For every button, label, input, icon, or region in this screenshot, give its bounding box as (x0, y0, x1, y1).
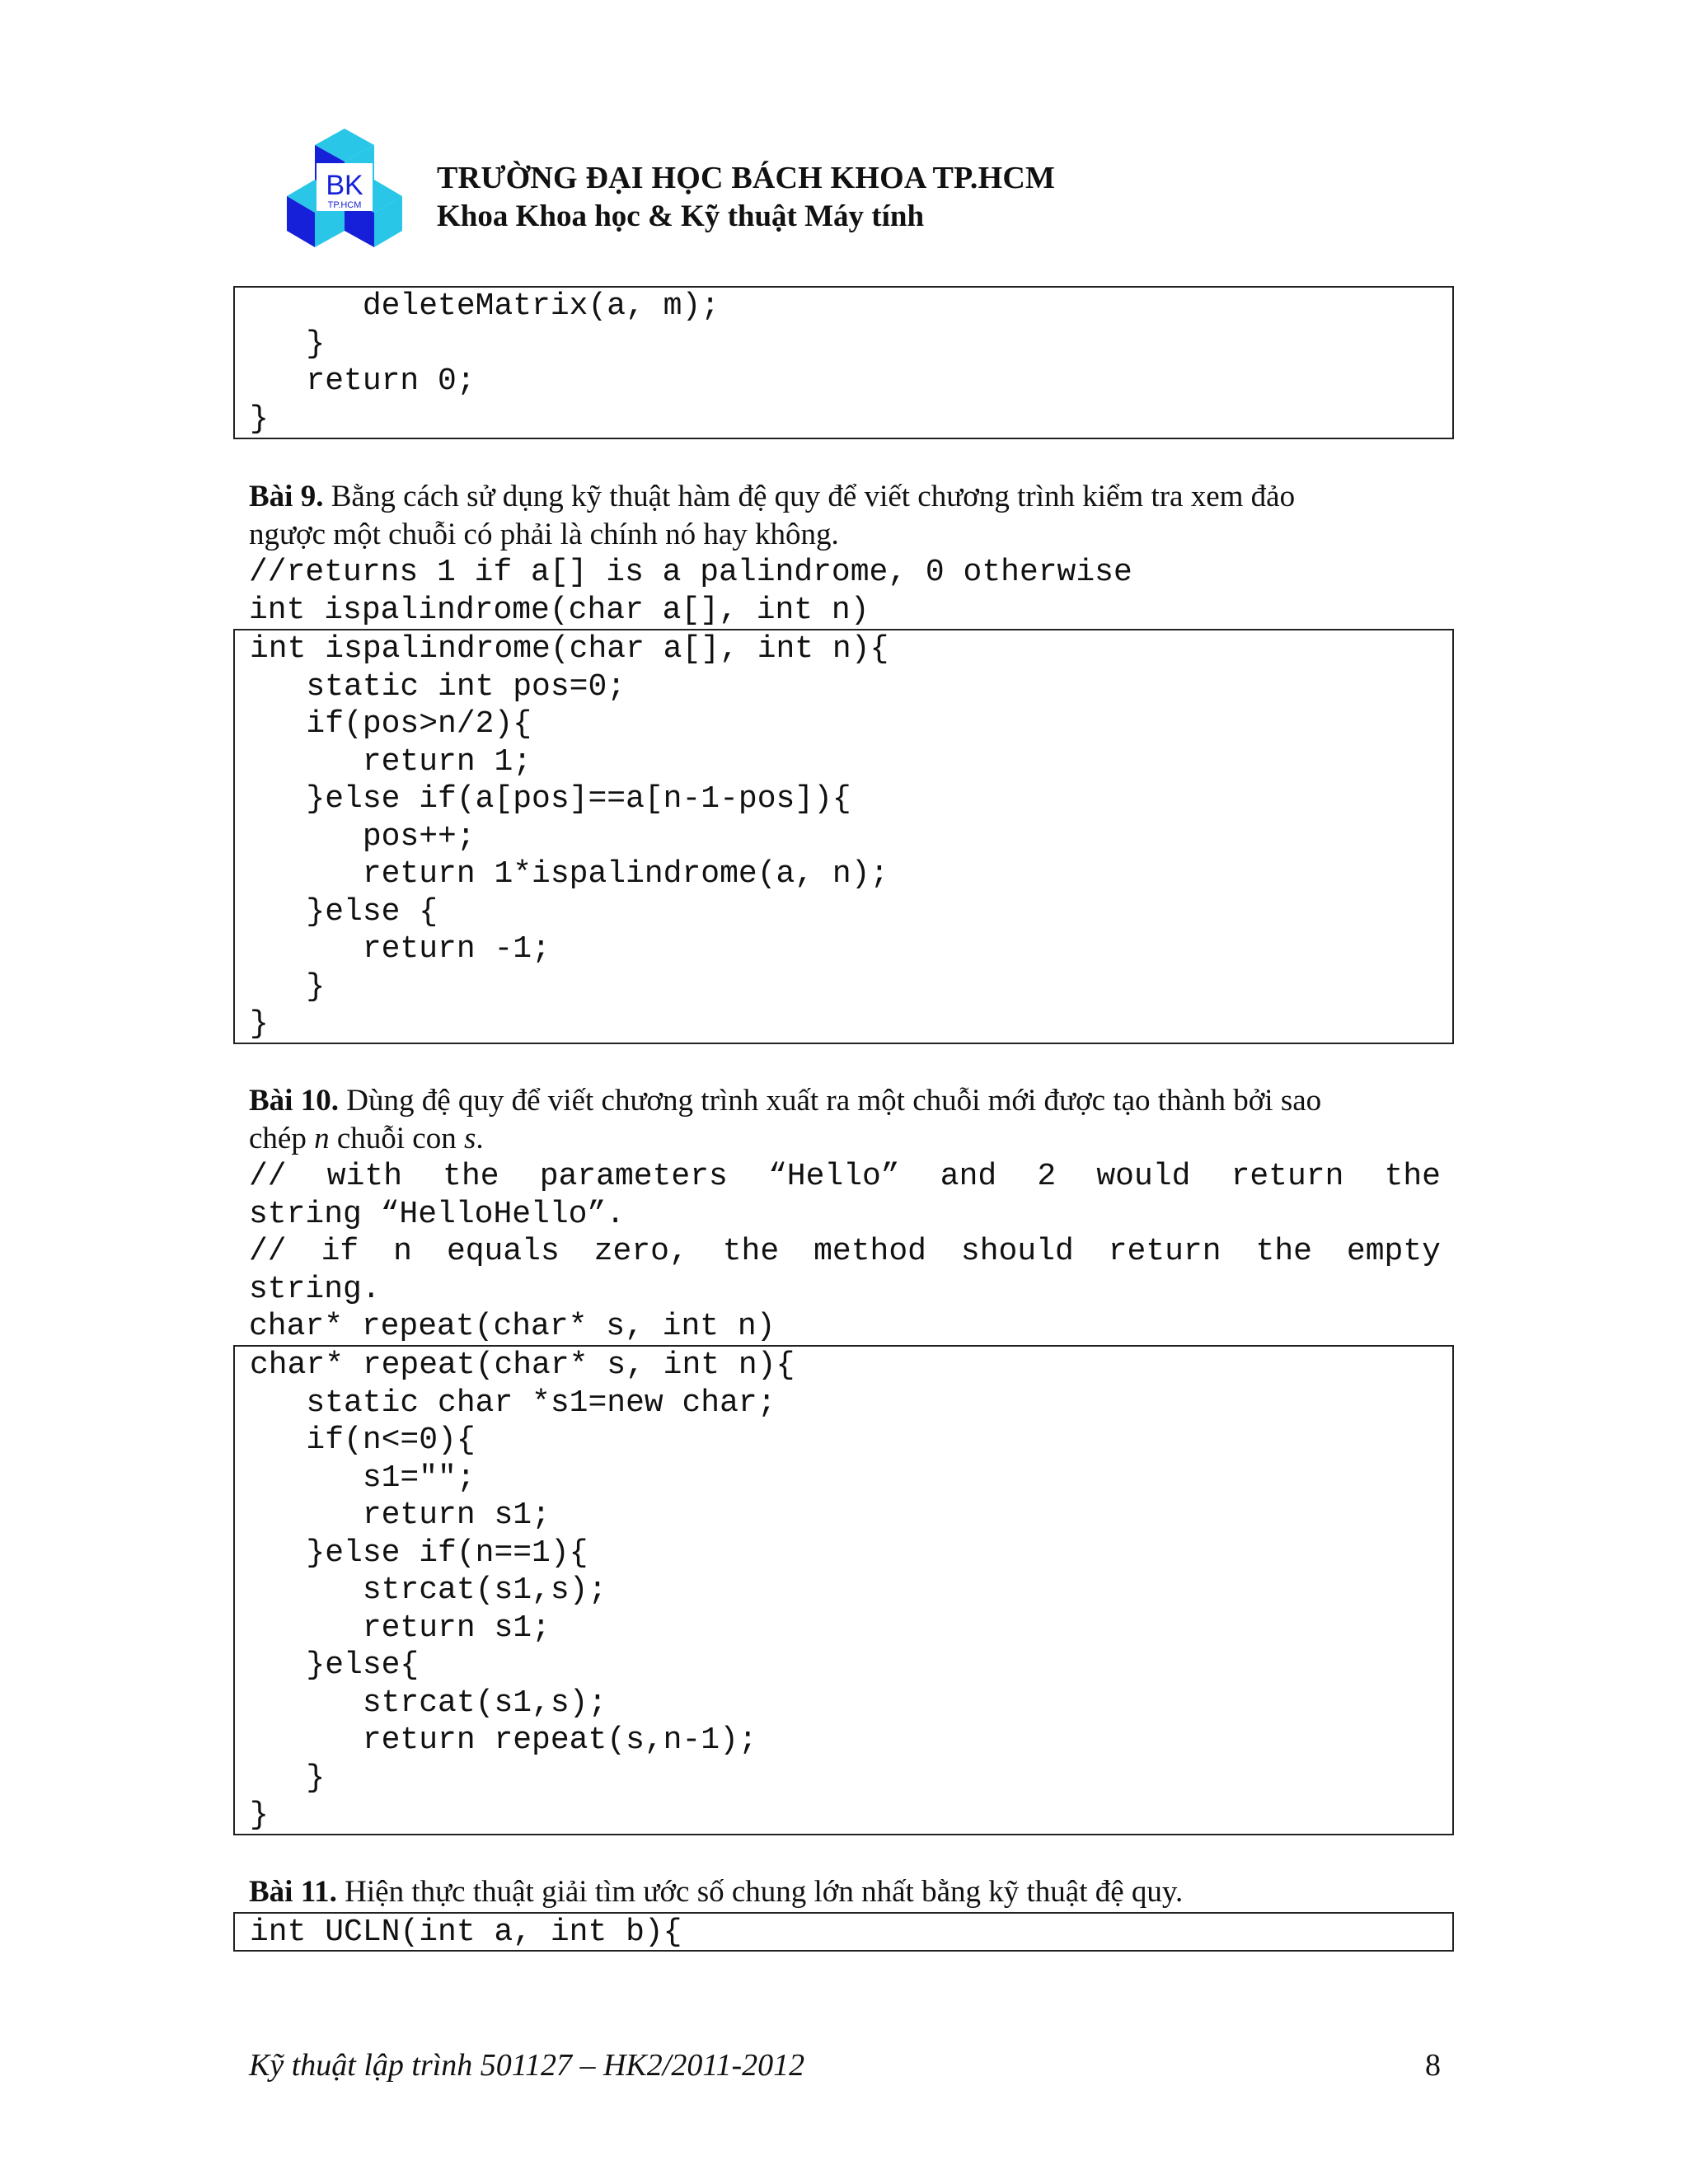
comment-word: would (1096, 1159, 1191, 1194)
code-line: } (250, 968, 326, 1005)
course-info: Kỹ thuật lập trình 501127 – HK2/2011-2012 (249, 2048, 805, 2083)
exercise-10-text-line2: chép n chuỗi con s. (249, 1122, 484, 1155)
exercise-9-label: Bài 9. (249, 480, 324, 513)
code-line: if(pos>n/2){ (250, 706, 532, 742)
university-logo (287, 129, 402, 249)
comment-word: empty (1346, 1234, 1441, 1269)
comment-word: equals (446, 1234, 560, 1269)
code-line: return repeat(s,n-1); (250, 1722, 757, 1758)
code-line: return s1; (250, 1497, 551, 1533)
exercise-10-signature: char* repeat(char* s, int n) (249, 1309, 776, 1344)
exercise-11-label: Bài 11. (249, 1875, 337, 1909)
comment-word: should (960, 1234, 1074, 1269)
code-line: }else if(a[pos]==a[n-1-pos]){ (250, 781, 851, 817)
exercise-9-comment: //returns 1 if a[] is a palindrome, 0 otherwise (249, 555, 1132, 590)
code-listing (235, 1914, 1452, 1952)
code-listing (235, 288, 1452, 438)
comment-word: the (1384, 1159, 1441, 1194)
comment-word: if (321, 1234, 359, 1269)
comment-word: // (249, 1159, 287, 1194)
comment-word: parameters (539, 1159, 728, 1194)
exercise-10-label: Bài 10. (249, 1084, 339, 1118)
university-name: TRƯỜNG ĐẠI HỌC BÁCH KHOA TP.HCM (437, 161, 1056, 195)
code-line: strcat(s1,s); (250, 1685, 607, 1721)
code-line: return s1; (250, 1610, 551, 1646)
department-name: Khoa Khoa học & Kỹ thuật Máy tính (437, 199, 925, 233)
page-footer (249, 2047, 1441, 2083)
header-text (437, 158, 1055, 236)
comment-word: return (1231, 1159, 1344, 1194)
code-line: int UCLN(int a, int b){ (250, 1915, 682, 1950)
code-line: if(n<=0){ (250, 1422, 476, 1458)
logo-text: BK (326, 170, 363, 201)
logo-subtext: TP.HCM (327, 200, 362, 210)
comment-word: n (393, 1234, 412, 1269)
comment-word: with (326, 1159, 402, 1194)
comment-word: the (722, 1234, 780, 1269)
exercise-10-comment-1 (249, 1158, 1441, 1196)
code-line: } (250, 1797, 269, 1833)
code-line: strcat(s1,s); (250, 1572, 607, 1608)
comment-word: the (1255, 1234, 1312, 1269)
code-box-continuation (233, 286, 1454, 439)
code-line: return 0; (250, 363, 476, 399)
code-line: pos++; (250, 818, 476, 855)
exercise-9-text-line2: ngược một chuỗi có phải là chính nó hay không. (249, 518, 839, 551)
exercise-11-text: Hiện thực thuật giải tìm ước số chung lớn nhất bằng kỹ thuật đệ quy. (345, 1875, 1184, 1909)
page-number: 8 (1425, 2048, 1441, 2083)
code-box-exercise-11 (233, 1912, 1454, 1952)
code-box-exercise-10 (233, 1345, 1454, 1835)
exercise-9-spec (249, 554, 1441, 629)
exercise-10-comment-1-cont: string “HelloHello”. (249, 1196, 626, 1232)
code-line: }else if(n==1){ (250, 1535, 588, 1571)
code-line: s1=""; (250, 1460, 476, 1496)
comment-word: method (814, 1234, 926, 1269)
code-line: deleteMatrix(a, m); (250, 288, 720, 324)
code-listing (235, 630, 1452, 1043)
comment-word: 2 (1037, 1159, 1057, 1194)
exercise-9-signature: int ispalindrome(char a[], int n) (249, 592, 870, 628)
code-line: }else{ (250, 1647, 420, 1683)
code-line: int ispalindrome(char a[], int n){ (250, 631, 889, 667)
code-box-exercise-9 (233, 629, 1454, 1044)
exercise-10-spec (249, 1158, 1441, 1346)
code-line: } (250, 1006, 269, 1042)
comment-word: “Hello” (767, 1159, 900, 1194)
comment-word: the (443, 1159, 499, 1194)
exercise-10-comment-2-cont: string. (249, 1271, 381, 1307)
code-line: } (250, 401, 269, 437)
code-line: } (250, 1760, 326, 1796)
code-line: return 1*ispalindrome(a, n); (250, 856, 889, 892)
comment-word: // (249, 1234, 287, 1269)
comment-word: zero, (593, 1234, 688, 1269)
code-listing (235, 1347, 1452, 1835)
exercise-10-text: Dùng đệ quy để viết chương trình xuất ra một chuỗi mới được tạo thành bởi sao (346, 1084, 1322, 1118)
code-line: static char *s1=new char; (250, 1385, 776, 1421)
comment-word: return (1108, 1234, 1221, 1269)
code-line: } (250, 326, 326, 362)
exercise-10-comment-2 (249, 1233, 1441, 1271)
exercise-9-description (249, 478, 1441, 554)
code-line: return 1; (250, 743, 532, 780)
code-line: static int pos=0; (250, 668, 626, 705)
code-line: char* repeat(char* s, int n){ (250, 1347, 795, 1383)
comment-word: and (940, 1159, 997, 1194)
code-line: return -1; (250, 931, 551, 967)
exercise-10-description (249, 1082, 1441, 1158)
exercise-11-description (249, 1873, 1441, 1911)
exercise-9-text: Bằng cách sử dụng kỹ thuật hàm đệ quy để viết chương trình kiểm tra xem đảo (331, 480, 1296, 513)
code-line: }else { (250, 893, 438, 930)
